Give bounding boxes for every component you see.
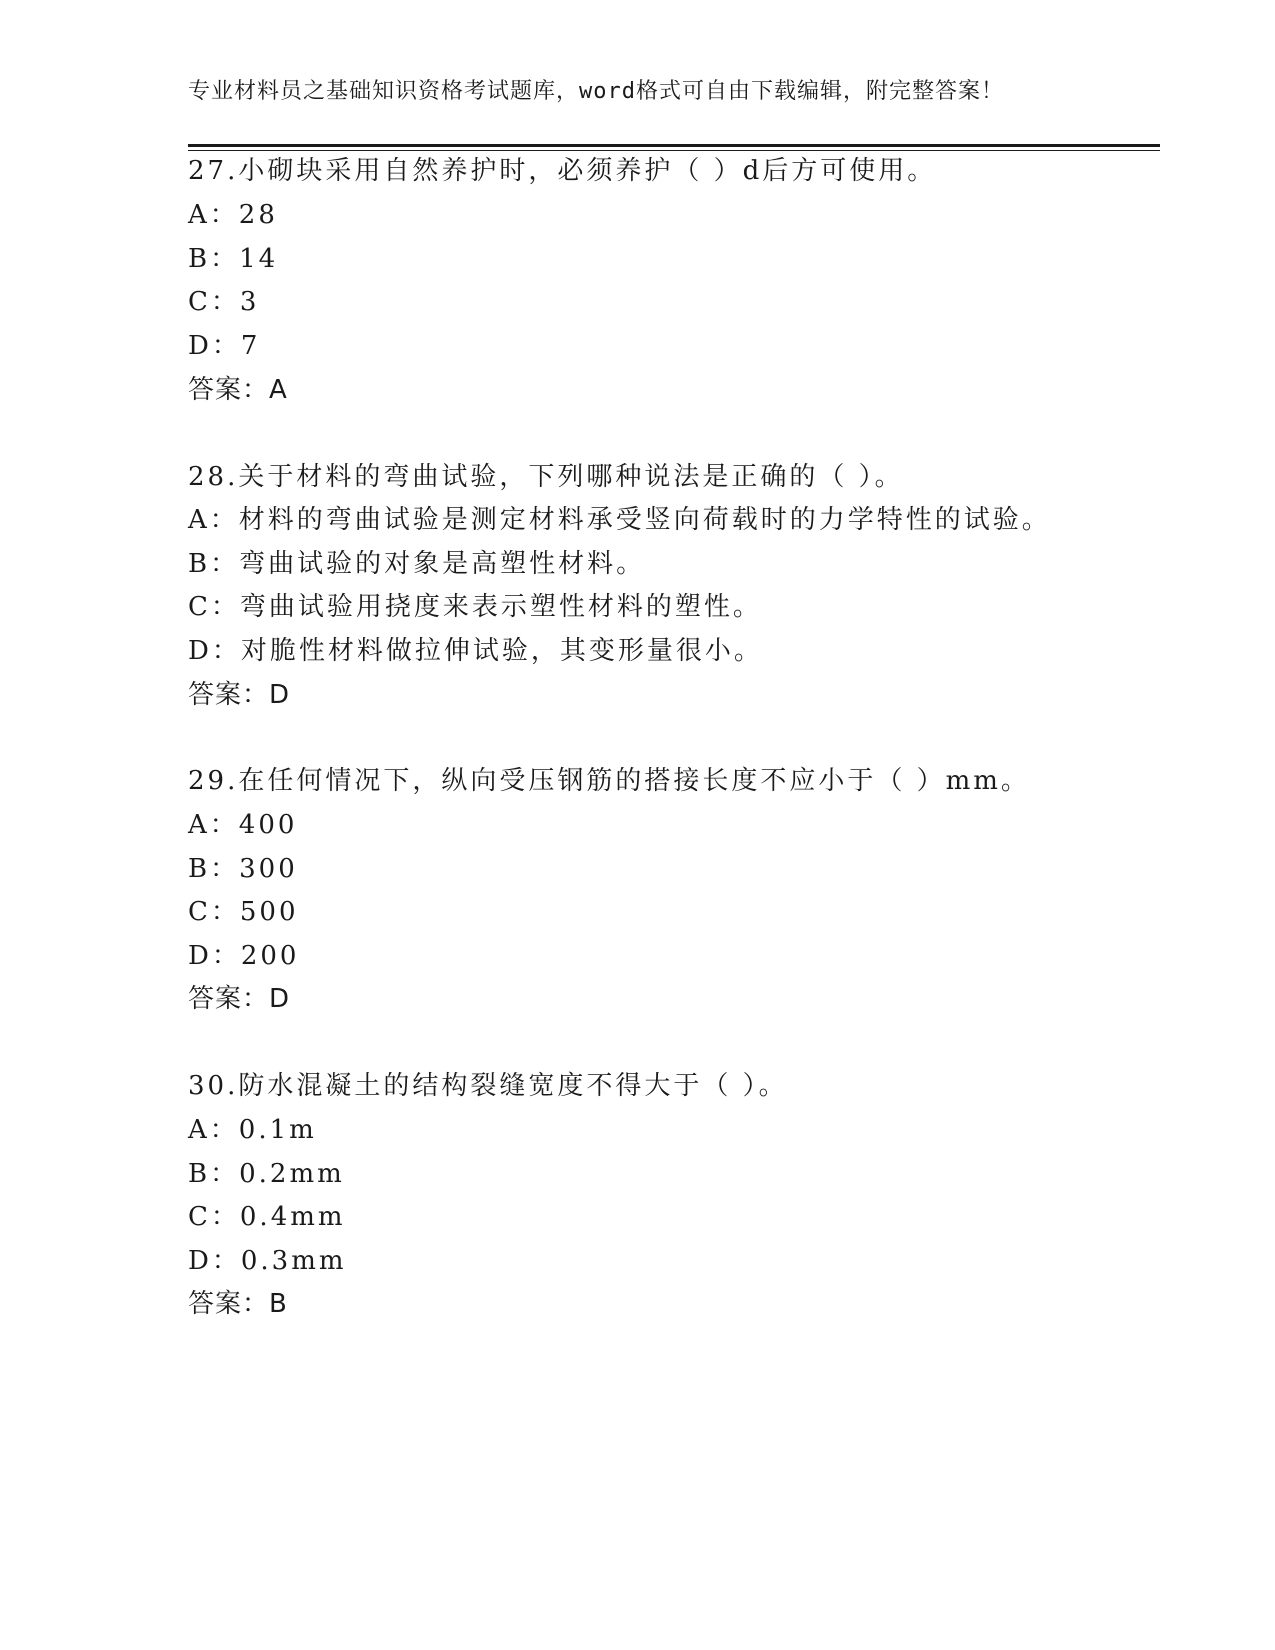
question-30-option-a: A：0.1m <box>188 1115 317 1145</box>
question-28-answer: 答案：D <box>188 680 291 710</box>
question-29-answer: 答案：D <box>188 984 291 1014</box>
question-30-option-b: B：0.2mm <box>188 1159 345 1189</box>
question-29-option-c: C：500 <box>188 897 299 927</box>
question-29-option-a: A：400 <box>188 810 298 840</box>
page-header: 专业材料员之基础知识资格考试题库，word格式可自由下载编辑，附完整答案！ <box>188 79 1004 104</box>
question-28-stem: 28.关于材料的弯曲试验，下列哪种说法是正确的（ ）。 <box>188 462 904 492</box>
question-30-answer: 答案：B <box>188 1289 288 1319</box>
question-30-option-c: C：0.4mm <box>188 1202 346 1232</box>
question-28-option-c: C：弯曲试验用挠度来表示塑性材料的塑性。 <box>188 592 762 622</box>
question-28-option-a: A：材料的弯曲试验是测定材料承受竖向荷载时的力学特性的试验。 <box>188 505 1051 535</box>
question-29-stem: 29.在任何情况下，纵向受压钢筋的搭接长度不应小于（ ）mm。 <box>188 766 1030 796</box>
question-27-option-a: A：28 <box>188 200 278 230</box>
header-rule-thick <box>188 144 1160 147</box>
question-27-option-d: D：7 <box>188 331 261 361</box>
question-29-option-d: D：200 <box>188 941 300 971</box>
question-28-option-d: D：对脆性材料做拉伸试验，其变形量很小。 <box>188 636 763 666</box>
question-29-option-b: B：300 <box>188 854 298 884</box>
question-27-option-b: B：14 <box>188 244 279 274</box>
question-27-option-c: C：3 <box>188 287 260 317</box>
question-30-option-d: D：0.3mm <box>188 1246 347 1276</box>
question-30-stem: 30.防水混凝土的结构裂缝宽度不得大于（ ）。 <box>188 1071 788 1101</box>
question-27-stem: 27.小砌块采用自然养护时，必须养护（ ）d后方可使用。 <box>188 156 937 186</box>
question-27-answer: 答案：A <box>188 375 288 405</box>
question-28-option-b: B：弯曲试验的对象是高塑性材料。 <box>188 549 646 579</box>
header-rule-thin <box>188 150 1160 151</box>
